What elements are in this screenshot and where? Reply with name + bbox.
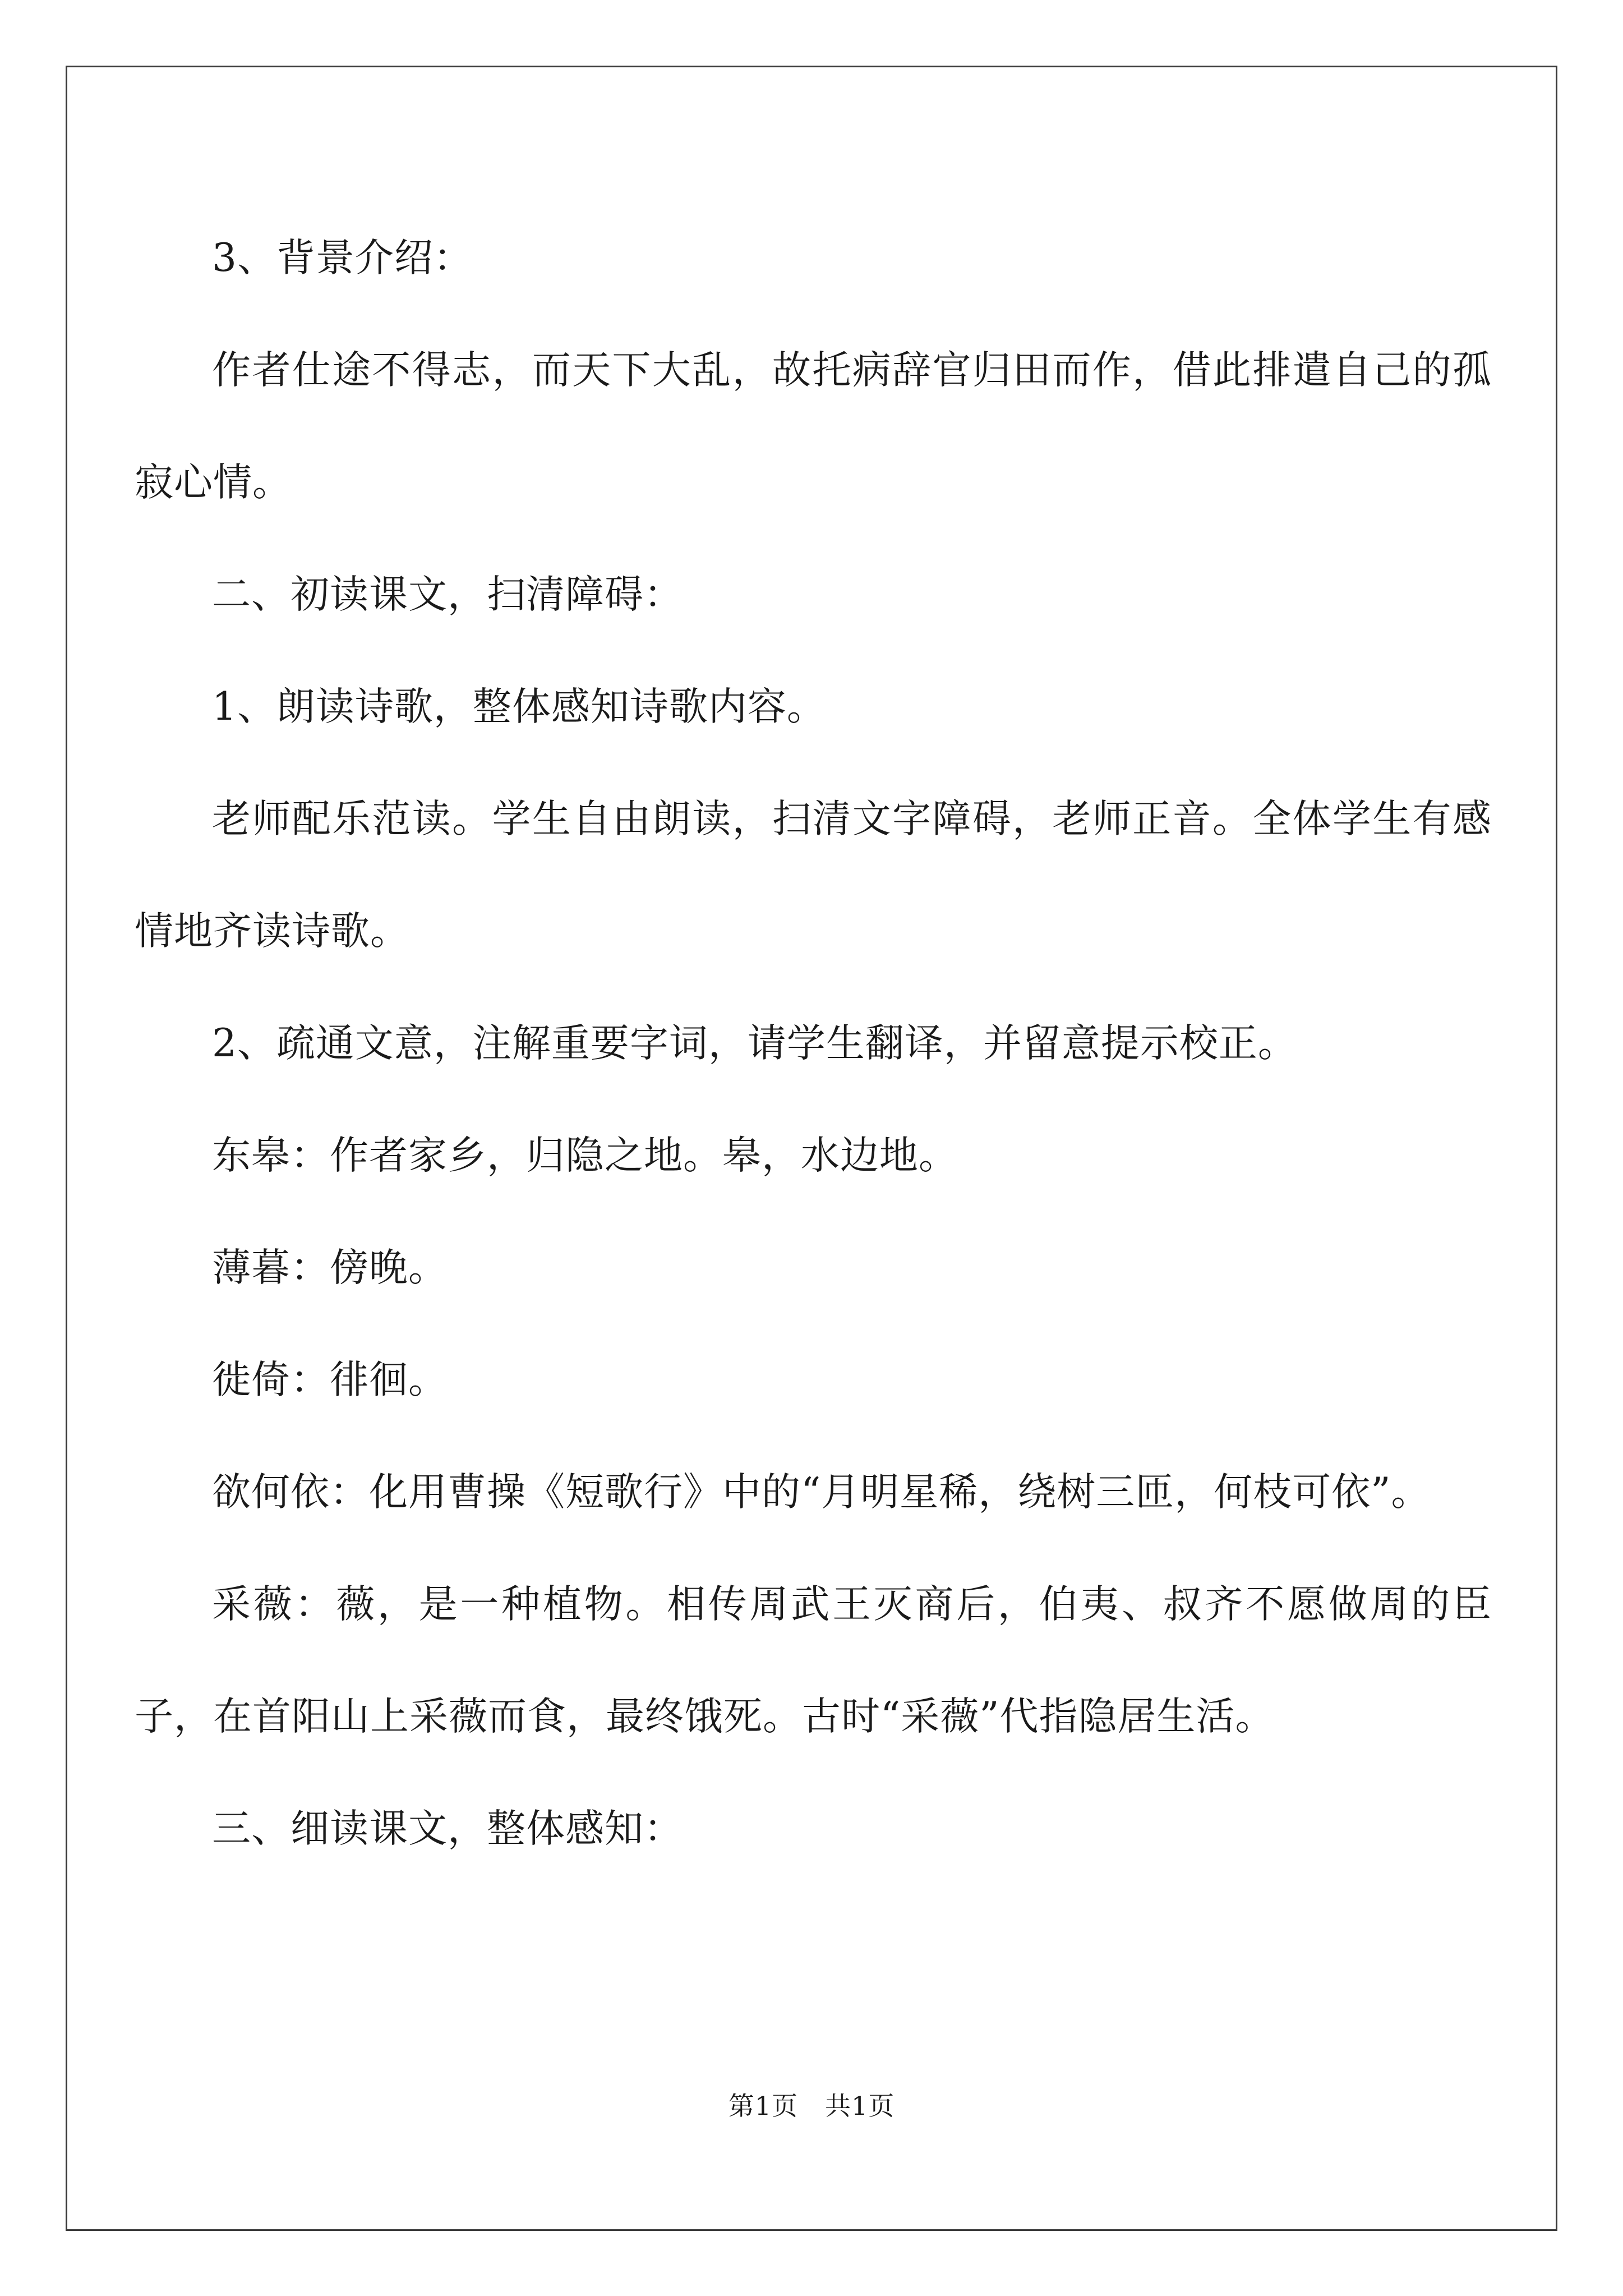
page-total: 共1页: [825, 2091, 895, 2121]
annotation-caiwei: 采薇：薇，是一种植物。相传周武王灭商后，伯夷、叔齐不愿做周的臣子，在首阳山上采薇而食，最终饿死。古时“采薇”代指隐居生活。: [135, 1582, 1492, 1739]
annotation-yuheyi: 欲何依：化用曹操《短歌行》中的“月明星稀，绕树三匝，何枝可依”。: [212, 1470, 1431, 1515]
section-heading-close-reading: 三、细读课文，整体感知：: [212, 1806, 683, 1851]
paragraph-background: 作者仕途不得志，而天下大乱，故托病辞官归田而作，借此排遣自己的孤寂心情。: [135, 348, 1492, 505]
document-body: [135, 202, 1492, 1885]
paragraph-reading-activity: 老师配乐范读。学生自由朗读，扫清文字障碍，老师正音。全体学生有感情地齐读诗歌。: [135, 797, 1492, 954]
step-interpretation: 2、疏通文意，注解重要字词，请学生翻译，并留意提示校正。: [212, 1021, 1297, 1066]
step-read-aloud: 1、朗读诗歌，整体感知诗歌内容。: [212, 684, 826, 729]
page-number: 第1页: [728, 2091, 798, 2121]
section-heading-background: 3、背景介绍：: [212, 236, 473, 280]
annotation-bomu: 薄暮：傍晚。: [212, 1245, 448, 1290]
annotation-donggao: 东皋：作者家乡，归隐之地。皋，水边地。: [212, 1133, 958, 1178]
page-footer: [0, 2086, 1623, 2123]
section-heading-first-reading: 二、初读课文，扫清障碍：: [212, 572, 683, 617]
annotation-xiyi: 徙倚：徘徊。: [212, 1358, 448, 1402]
